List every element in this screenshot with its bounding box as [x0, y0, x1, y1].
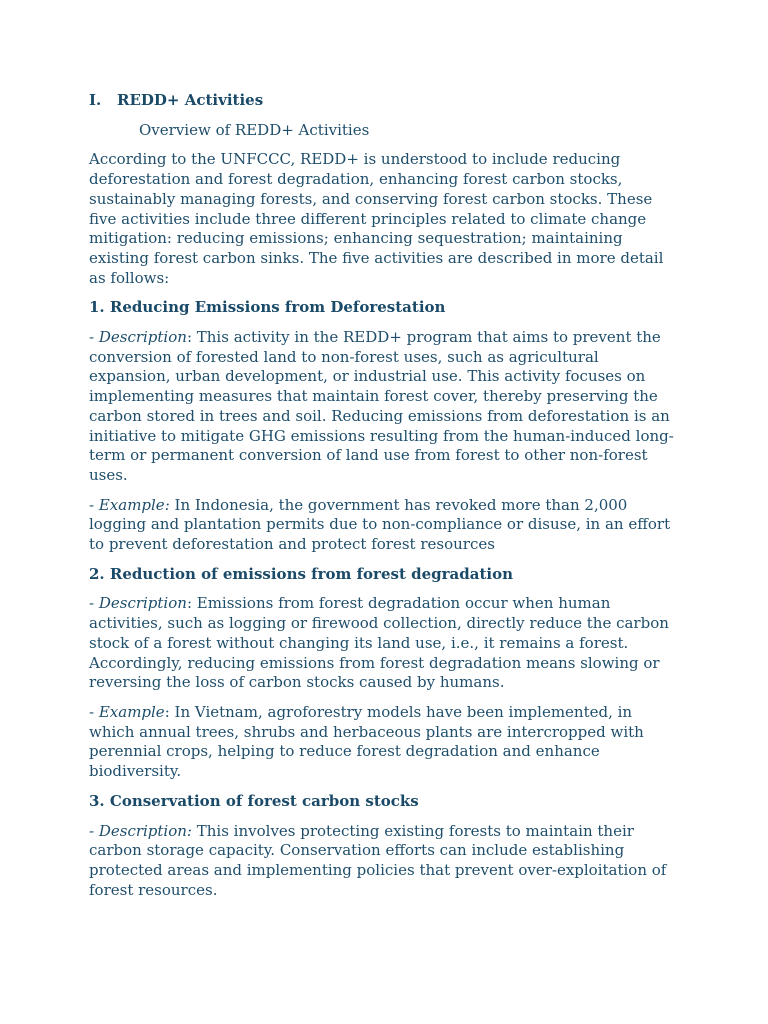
- chapter-heading: [89, 91, 681, 111]
- section-description: [89, 328, 681, 486]
- section-title: 3. Conservation of forest carbon stocks: [89, 791, 419, 810]
- example-text: : In Vietnam, agroforestry models have been implemented, in which annual trees, shrubs and herbaceous plants are intercropped with perennial crops, helping to reduce forest degradation and enhance biodiversity.: [89, 702, 644, 781]
- section-description: [89, 594, 681, 693]
- overview-subheading: Overview of REDD+ Activities: [139, 120, 370, 139]
- chapter-number: I.: [89, 91, 102, 109]
- description-label: - Description: [89, 594, 187, 613]
- description-text: This involves protecting existing forests to maintain their carbon storage capacity. Conservation efforts can include establishing protected areas and implementing policies that prevent over-exploitation of forest resources.: [89, 821, 667, 899]
- example-text: In Indonesia, the government has revoked more than 2,000 logging and plantation permits due to non-compliance or disuse, in an effort to prevent deforestation and protect forest resources: [89, 495, 671, 554]
- section-example: [89, 703, 681, 782]
- description-label: - Description:: [89, 821, 192, 840]
- section-description: [89, 822, 681, 901]
- example-label: - Example: [89, 702, 165, 721]
- section-title: 2. Reduction of emissions from forest degradation: [89, 564, 513, 583]
- chapter-title: REDD+ Activities: [117, 91, 264, 109]
- description-text: : Emissions from forest degradation occur when human activities, such as logging or firewood collection, directly reduce the carbon stock of a forest without changing its land use, i.e., it remains a forest. Accordingly, reducing emissions from forest degradation means slowing or reversing the loss of carbon stocks caused by humans.: [89, 594, 669, 692]
- example-label: - Example:: [89, 495, 170, 514]
- section-example: [89, 496, 681, 555]
- section-title: 1. Reducing Emissions from Deforestation: [89, 298, 446, 317]
- document-page: [89, 91, 681, 910]
- description-text: : This activity in the REDD+ program that aims to prevent the conversion of forested land to non-forest uses, such as agricultural expansion, urban development, or industrial use. This activity focuses on implementing measures that maintain forest cover, thereby preserving the carbon stored in trees and soil. Reducing emissions from deforestation is an initiative to mitigate GHG emissions resulting from the human-induced long-term or permanent conversion of land use from forest to other non-forest uses.: [89, 328, 674, 484]
- intro-paragraph: According to the UNFCCC, REDD+ is understood to include reducing deforestation and forest degradation, enhancing forest carbon stocks, sustainably managing forests, and conserving forest carbon stocks. These five activities include three different principles related to climate change mitigation: reducing emissions; enhancing sequestration; maintaining existing forest carbon sinks. The five activities are described in more detail as follows:: [89, 150, 664, 287]
- description-label: - Description: [89, 328, 187, 347]
